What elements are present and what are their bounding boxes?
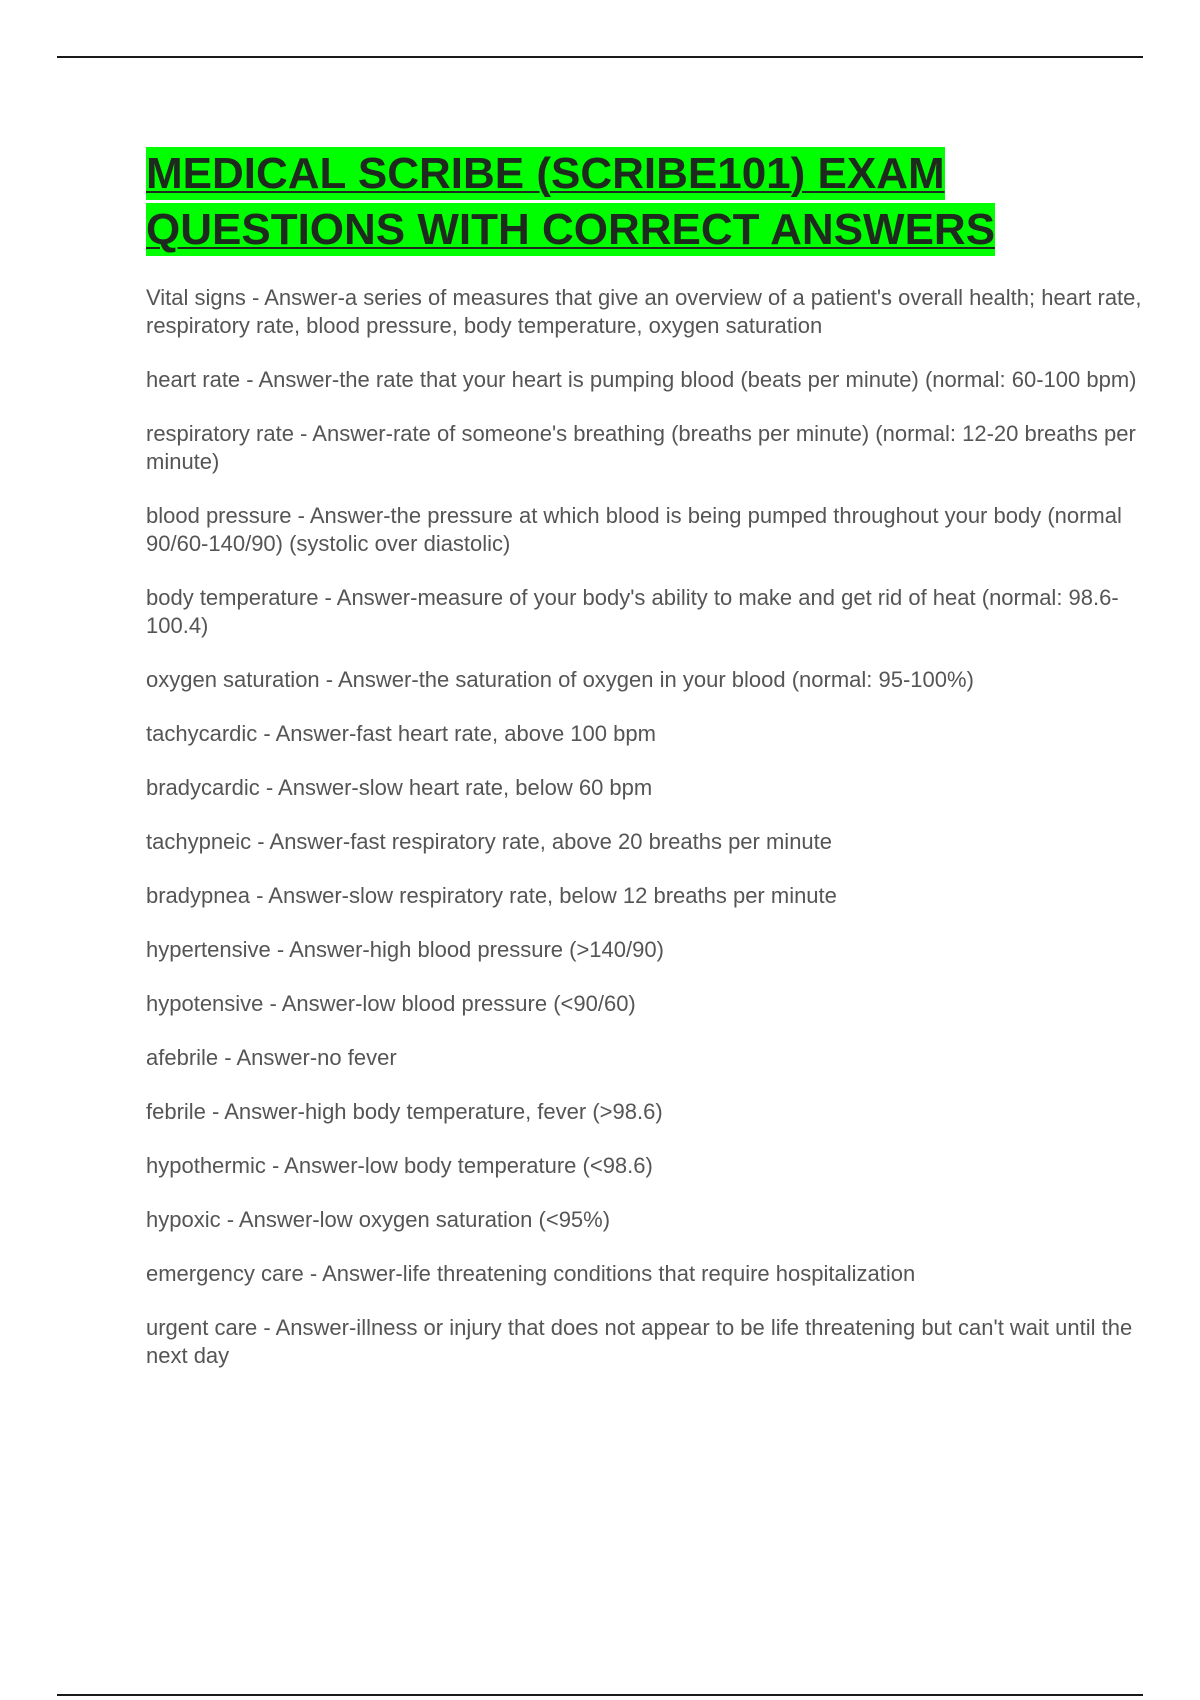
qa-item: blood pressure - Answer-the pressure at which blood is being pumped throughout your body (normal 90/60-140/90) (systolic over diastolic) [146,503,1122,556]
qa-item: hypothermic - Answer-low body temperature (<98.6) [146,1153,653,1178]
qa-item: hypoxic - Answer-low oxygen saturation (<95%) [146,1207,611,1232]
qa-item: Vital signs - Answer-a series of measures that give an overview of a patient's overall health; heart rate, respiratory rate, blood pressure, body temperature, oxygen saturation [146,285,1142,338]
title-line-1: MEDICAL SCRIBE (SCRIBE101) EXAM [146,149,945,198]
qa-item: tachycardic - Answer-fast heart rate, above 100 bpm [146,721,656,746]
qa-item: hypotensive - Answer-low blood pressure (<90/60) [146,991,636,1016]
title-line-2: QUESTIONS WITH CORRECT ANSWERS [146,205,996,254]
qa-item: afebrile - Answer-no fever [146,1045,397,1070]
qa-item: bradypnea - Answer-slow respiratory rate, below 12 breaths per minute [146,883,837,908]
qa-item: oxygen saturation - Answer-the saturation of oxygen in your blood (normal: 95-100%) [146,667,974,692]
document-title [146,146,1146,258]
document-body [146,146,1146,1396]
qa-item: respiratory rate - Answer-rate of someone's breathing (breaths per minute) (normal: 12-20 breaths per minute) [146,421,1136,474]
qa-item: body temperature - Answer-measure of your body's ability to make and get rid of heat (normal: 98.6-100.4) [146,585,1119,638]
qa-item: febrile - Answer-high body temperature, fever (>98.6) [146,1099,663,1124]
qa-item: urgent care - Answer-illness or injury that does not appear to be life threatening but can't wait until the next day [146,1315,1133,1368]
qa-item: heart rate - Answer-the rate that your heart is pumping blood (beats per minute) (normal: 60-100 bpm) [146,367,1137,392]
qa-item: emergency care - Answer-life threatening conditions that require hospitalization [146,1261,916,1286]
qa-item: hypertensive - Answer-high blood pressure (>140/90) [146,937,664,962]
qa-item: tachypneic - Answer-fast respiratory rate, above 20 breaths per minute [146,829,833,854]
footer-rule [57,1694,1143,1696]
header-rule [57,56,1143,58]
qa-item: bradycardic - Answer-slow heart rate, below 60 bpm [146,775,653,800]
